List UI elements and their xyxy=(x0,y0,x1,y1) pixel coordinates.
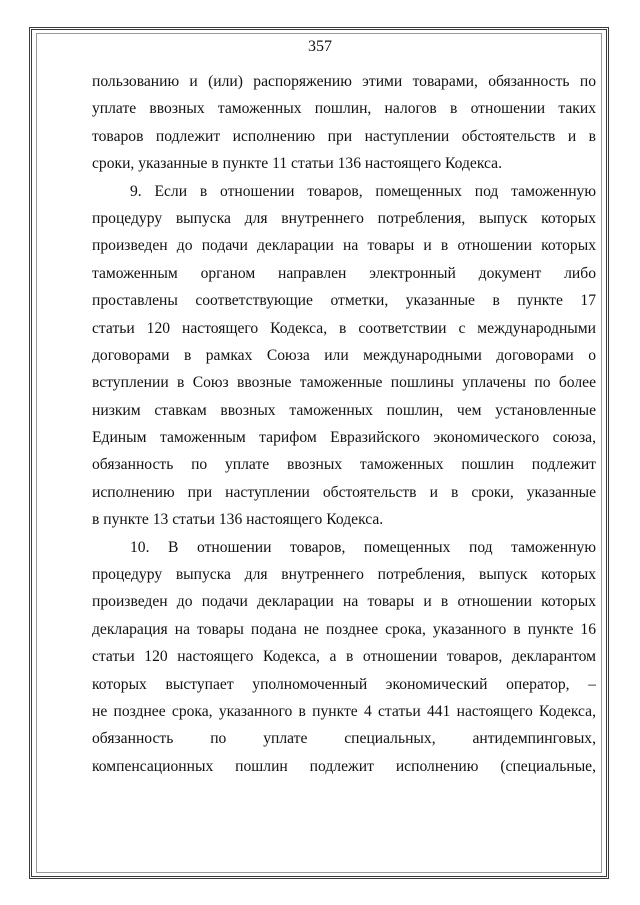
text-line: Единым таможенным тарифом Евразийского экономического союза, xyxy=(92,429,596,447)
document-body xyxy=(92,68,596,780)
text-line: проставлены соответствующие отметки, указанные в пункте 17 xyxy=(92,292,596,310)
text-line: низким ставкам ввозных таможенных пошлин, чем установленные xyxy=(92,401,596,419)
text-line: компенсационных пошлин подлежит исполнению (специальные, xyxy=(92,757,596,775)
text-line: процедуру выпуска для внутреннего потребления, выпуск которых xyxy=(92,566,596,584)
text-line: статьи 120 настоящего Кодекса, а в отношении товаров, декларантом xyxy=(92,648,596,666)
text-line: не позднее срока, указанного в пункте 4 статьи 441 настоящего Кодекса, xyxy=(92,702,596,720)
text-line: в пункте 13 статьи 136 настоящего Кодекса. xyxy=(92,511,384,529)
text-line: произведен до подачи декларации на товары и в отношении которых xyxy=(92,593,596,611)
text-line: товаров подлежит исполнению при наступлении обстоятельств и в xyxy=(92,127,596,145)
text-line: статьи 120 настоящего Кодекса, в соответствии с международными xyxy=(92,319,596,337)
text-line: сроки, указанные в пункте 11 статьи 136 настоящего Кодекса. xyxy=(92,155,502,173)
text-line: вступлении в Союз ввозные таможенные пошлины уплачены по более xyxy=(92,374,596,392)
text-line: 9. Если в отношении товаров, помещенных под таможенную xyxy=(130,182,596,200)
paragraph-9 xyxy=(92,178,596,534)
text-line: пользованию и (или) распоряжению этими товарами, обязанность по xyxy=(92,73,596,90)
paragraph-10 xyxy=(92,534,596,781)
text-line: которых выступает уполномоченный экономический оператор, – xyxy=(92,675,596,693)
text-line: обязанность по уплате специальных, антидемпинговых, xyxy=(92,730,596,748)
text-line: процедуру выпуска для внутреннего потребления, выпуск которых xyxy=(92,209,596,227)
text-line: 10. В отношении товаров, помещенных под таможенную xyxy=(130,538,596,556)
paragraph-continuation xyxy=(92,68,596,178)
text-line: произведен до подачи декларации на товары и в отношении которых xyxy=(92,237,596,255)
text-line: исполнению при наступлении обстоятельств и в сроки, указанные xyxy=(92,483,596,501)
text-line: декларация на товары подана не позднее срока, указанного в пункте 16 xyxy=(92,620,596,638)
text-line: договорами в рамках Союза или международными договорами о xyxy=(92,346,596,364)
text-line: таможенным органом направлен электронный документ либо xyxy=(92,264,596,282)
page-number: 357 xyxy=(308,38,332,55)
text-line: обязанность по уплате ввозных таможенных пошлин подлежит xyxy=(92,456,596,474)
text-line: уплате ввозных таможенных пошлин, налогов в отношении таких xyxy=(92,100,596,118)
